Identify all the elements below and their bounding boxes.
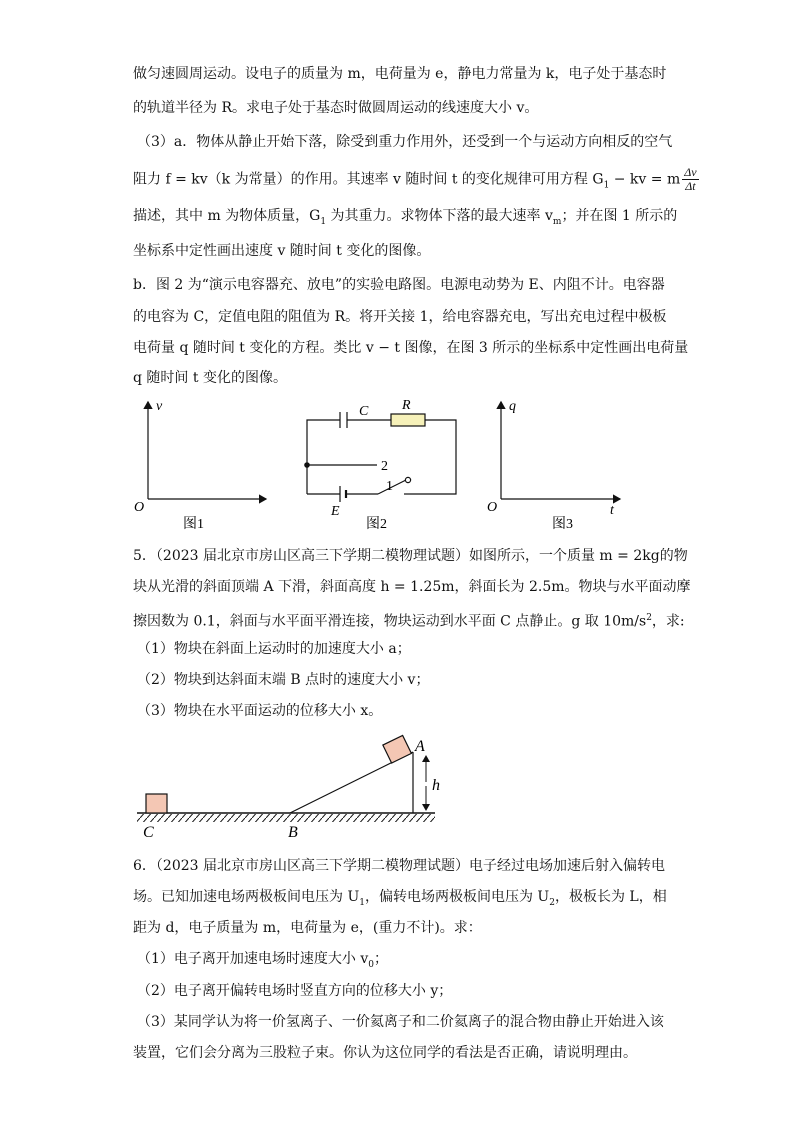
origin-label: O bbox=[134, 500, 145, 515]
text-line: （3）a．物体从静止开始下落，除受到重力作用外，还受到一个与运动方向相反的空气 bbox=[137, 134, 673, 150]
origin-label: O bbox=[487, 500, 498, 515]
figure-caption: 图3 bbox=[552, 517, 573, 532]
text-line: （1）物块在斜面上运动时的加速度大小 a； bbox=[137, 641, 411, 657]
point-c-label: C bbox=[143, 824, 154, 841]
subscript: 1 bbox=[603, 180, 610, 191]
text-line-equation bbox=[133, 166, 699, 195]
text-line bbox=[133, 206, 677, 232]
block-at-c bbox=[146, 794, 167, 813]
block-on-incline bbox=[383, 735, 412, 763]
text-line: 块从光滑的斜面顶端 A 下滑，斜面高度 h = 1.25m，斜面长为 2.5m。物块与水平面动摩 bbox=[133, 579, 691, 595]
text-line: （3）某同学认为将一价氢离子、一价氦离子和二价氦离子的混合物由静止开始进入该 bbox=[137, 1014, 664, 1030]
text-line bbox=[133, 887, 667, 913]
text-line: 装置，它们会分离为三股粒子束。你认为这位同学的看法是否正确，请说明理由。 bbox=[133, 1045, 637, 1061]
text-segment: 描述，其中 m 为物体质量，G bbox=[133, 208, 321, 224]
text-line: 电荷量 q 随时间 t 变化的方程。类比 v − t 图像，在图 3 所示的坐标系中定性画出电荷量 bbox=[133, 340, 689, 356]
emf-label: E bbox=[331, 504, 340, 519]
figure-1-axes bbox=[134, 399, 266, 532]
text-segment: ，偏转电场两极板间电压为 U bbox=[364, 889, 550, 905]
switch-terminal-1-label: 1 bbox=[386, 479, 393, 494]
figure-2-circuit bbox=[305, 412, 456, 502]
text-line: （2）电子离开偏转电场时竖直方向的位移大小 y； bbox=[137, 983, 453, 999]
y-axis-label: v bbox=[156, 399, 163, 414]
text-segment: （1）电子离开加速电场时速度大小 v bbox=[137, 951, 369, 967]
text-segment: ；并在图 1 所示的 bbox=[561, 208, 678, 224]
text-line: 距为 d，电子质量为 m，电荷量为 e，(重力不计)。求： bbox=[133, 920, 482, 936]
fraction bbox=[682, 166, 698, 193]
text-line: 的轨道半径为 R。求电子处于基态时做圆周运动的线速度大小 v。 bbox=[133, 100, 539, 116]
text-segment: 为其重力。求物体下落的最大速率 v bbox=[326, 208, 553, 224]
equation-text: 阻力 f = kv（k 为常量）的作用。其速率 v 随时间 t 的变化规律可用方程 G bbox=[133, 171, 604, 188]
x-axis-label: t bbox=[610, 503, 614, 518]
ground-hatching bbox=[137, 814, 435, 822]
subscript: m bbox=[552, 216, 562, 227]
wire bbox=[307, 420, 340, 494]
subscript: 0 bbox=[368, 959, 375, 970]
equation-text: − kv = m bbox=[609, 171, 681, 188]
text-line: 的电容为 C，定值电阻的阻值为 R。将开关接 1，给电容器充电，写出充电过程中极板 bbox=[133, 309, 667, 325]
height-label: h bbox=[432, 777, 440, 794]
text-line: 坐标系中定性画出速度 v 随时间 t 变化的图像。 bbox=[133, 243, 431, 259]
text-segment: 5．（2023 届北京市房山区高三下学期二模物理试题）如图所示，一个质量 m = 2kg bbox=[133, 548, 660, 564]
text-segment: ，求: bbox=[651, 613, 685, 630]
figure-caption: 图2 bbox=[366, 517, 387, 532]
subscript: 1 bbox=[320, 216, 327, 227]
text-line: 做匀速圆周运动。设电子的质量为 m，电荷量为 e，静电力常量为 k，电子处于基态时 bbox=[133, 66, 667, 82]
resistor bbox=[391, 414, 425, 426]
switch-terminal-2-label: 2 bbox=[381, 459, 388, 474]
figure-caption: 图1 bbox=[183, 517, 204, 532]
text-line: 6．（2023 届北京市房山区高三下学期二模物理试题）电子经过电场加速后射入偏转电 bbox=[133, 858, 665, 874]
text-line bbox=[133, 608, 685, 632]
text-segment: ，极板长为 L，相 bbox=[554, 889, 667, 905]
text-line bbox=[133, 546, 688, 566]
figure-3-axes bbox=[487, 399, 620, 532]
text-segment: 的物 bbox=[659, 548, 688, 564]
wire bbox=[410, 420, 456, 494]
subscript: 2 bbox=[549, 897, 555, 908]
capacitor-label: C bbox=[359, 404, 369, 419]
text-segment: ； bbox=[374, 951, 389, 967]
text-segment: 场。已知加速电场两极板间电压为 U bbox=[133, 889, 360, 905]
incline-figure bbox=[0, 730, 794, 845]
junction-dot bbox=[305, 463, 309, 467]
resistor-label: R bbox=[402, 398, 411, 413]
point-a-label: A bbox=[415, 738, 425, 755]
subscript: 1 bbox=[359, 897, 365, 908]
text-line: b．图 2 为“演示电容器充、放电”的实验电路图。电源电动势为 E、内阻不计。电容器 bbox=[133, 277, 665, 293]
text-line bbox=[137, 949, 388, 975]
fraction-denominator: Δt bbox=[685, 179, 696, 193]
fraction-numerator: Δv bbox=[684, 165, 697, 179]
text-segment: 擦因数为 0.1，斜面与水平面平滑连接，物块运动到水平面 C 点静止。g 取 10m/s bbox=[133, 613, 647, 630]
switch-contact bbox=[405, 477, 410, 482]
superscript: 2 bbox=[646, 613, 652, 623]
text-line: （3）物块在水平面运动的位移大小 x。 bbox=[137, 703, 383, 719]
y-axis-label: q bbox=[509, 399, 516, 414]
text-line: （2）物块到达斜面末端 B 点时的速度大小 v； bbox=[137, 672, 430, 688]
text-line: q 随时间 t 变化的图像。 bbox=[133, 370, 287, 386]
point-b-label: B bbox=[288, 824, 298, 841]
figures-row bbox=[0, 390, 794, 535]
